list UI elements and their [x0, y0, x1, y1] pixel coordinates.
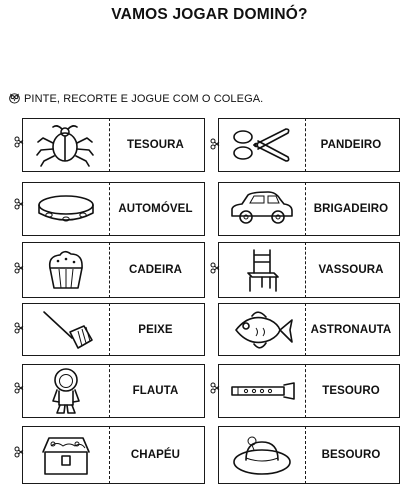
cupcake-picture: [23, 243, 109, 297]
tambourine-picture: [23, 183, 109, 235]
domino-word: ASTRONAUTA: [310, 323, 392, 336]
domino-word: AUTOMÓVEL: [118, 203, 193, 215]
domino-tile[interactable]: [218, 426, 400, 484]
domino-word: CADEIRA: [128, 264, 183, 276]
broom-picture: [23, 304, 109, 355]
domino-tile[interactable]: [22, 242, 205, 298]
domino-word: TESOURO: [322, 385, 380, 397]
astronaut-icon: [43, 367, 89, 415]
scissors-mark-icon: [14, 262, 24, 274]
broom-icon: [38, 308, 94, 352]
domino-tile[interactable]: [22, 118, 205, 172]
domino-tile[interactable]: [22, 182, 205, 236]
tambourine-icon: [35, 189, 97, 229]
domino-tile[interactable]: [22, 426, 205, 484]
scissors-mark-icon: [14, 322, 24, 334]
cupcake-icon: [44, 248, 88, 292]
instruction-text: PINTE, RECORTE E JOGUE COM O COLEGA.: [24, 93, 264, 105]
domino-word: PANDEIRO: [320, 139, 382, 151]
domino-tile[interactable]: [218, 182, 400, 236]
hat-icon: [230, 432, 294, 478]
chair-icon: [240, 247, 284, 293]
car-icon: [228, 189, 296, 229]
chair-picture: [219, 243, 305, 297]
domino-word: PEIXE: [138, 323, 173, 336]
scissors-mark-icon: [14, 198, 24, 210]
page-title: VAMOS JOGAR DOMINÓ?: [111, 6, 308, 23]
domino-word: BESOURO: [321, 449, 381, 461]
treasure-chest-picture: [23, 427, 109, 483]
scissors-mark-icon: [14, 446, 24, 458]
domino-tile[interactable]: [218, 364, 400, 418]
domino-tile[interactable]: [218, 242, 400, 298]
fish-icon: [230, 306, 294, 354]
scissors-icon: [230, 123, 294, 167]
beetle-picture: [23, 119, 109, 171]
domino-tile[interactable]: [22, 303, 205, 356]
scissors-picture: [219, 119, 305, 171]
domino-tile[interactable]: [22, 364, 205, 418]
domino-word: CHAPÉU: [130, 449, 181, 461]
flute-picture: [219, 365, 305, 417]
hat-picture: [219, 427, 305, 483]
treasure-chest-icon: [37, 432, 95, 478]
domino-word: BRIGADEIRO: [313, 203, 389, 215]
scissors-mark-icon: [210, 382, 220, 394]
astronaut-picture: [23, 365, 109, 417]
scissors-mark-icon: [210, 262, 220, 274]
flute-icon: [228, 379, 296, 403]
scissors-mark-icon: [14, 382, 24, 394]
fish-picture: [219, 304, 305, 355]
domino-word: FLAUTA: [132, 385, 179, 397]
domino-tile[interactable]: [218, 118, 400, 172]
beetle-icon: [35, 123, 97, 167]
domino-tile[interactable]: [218, 303, 400, 356]
domino-word: VASSOURA: [318, 264, 384, 276]
domino-word: TESOURA: [127, 139, 184, 151]
scissors-mark-icon: [14, 136, 24, 148]
car-picture: [219, 183, 305, 235]
scissors-mark-icon: [210, 138, 220, 150]
